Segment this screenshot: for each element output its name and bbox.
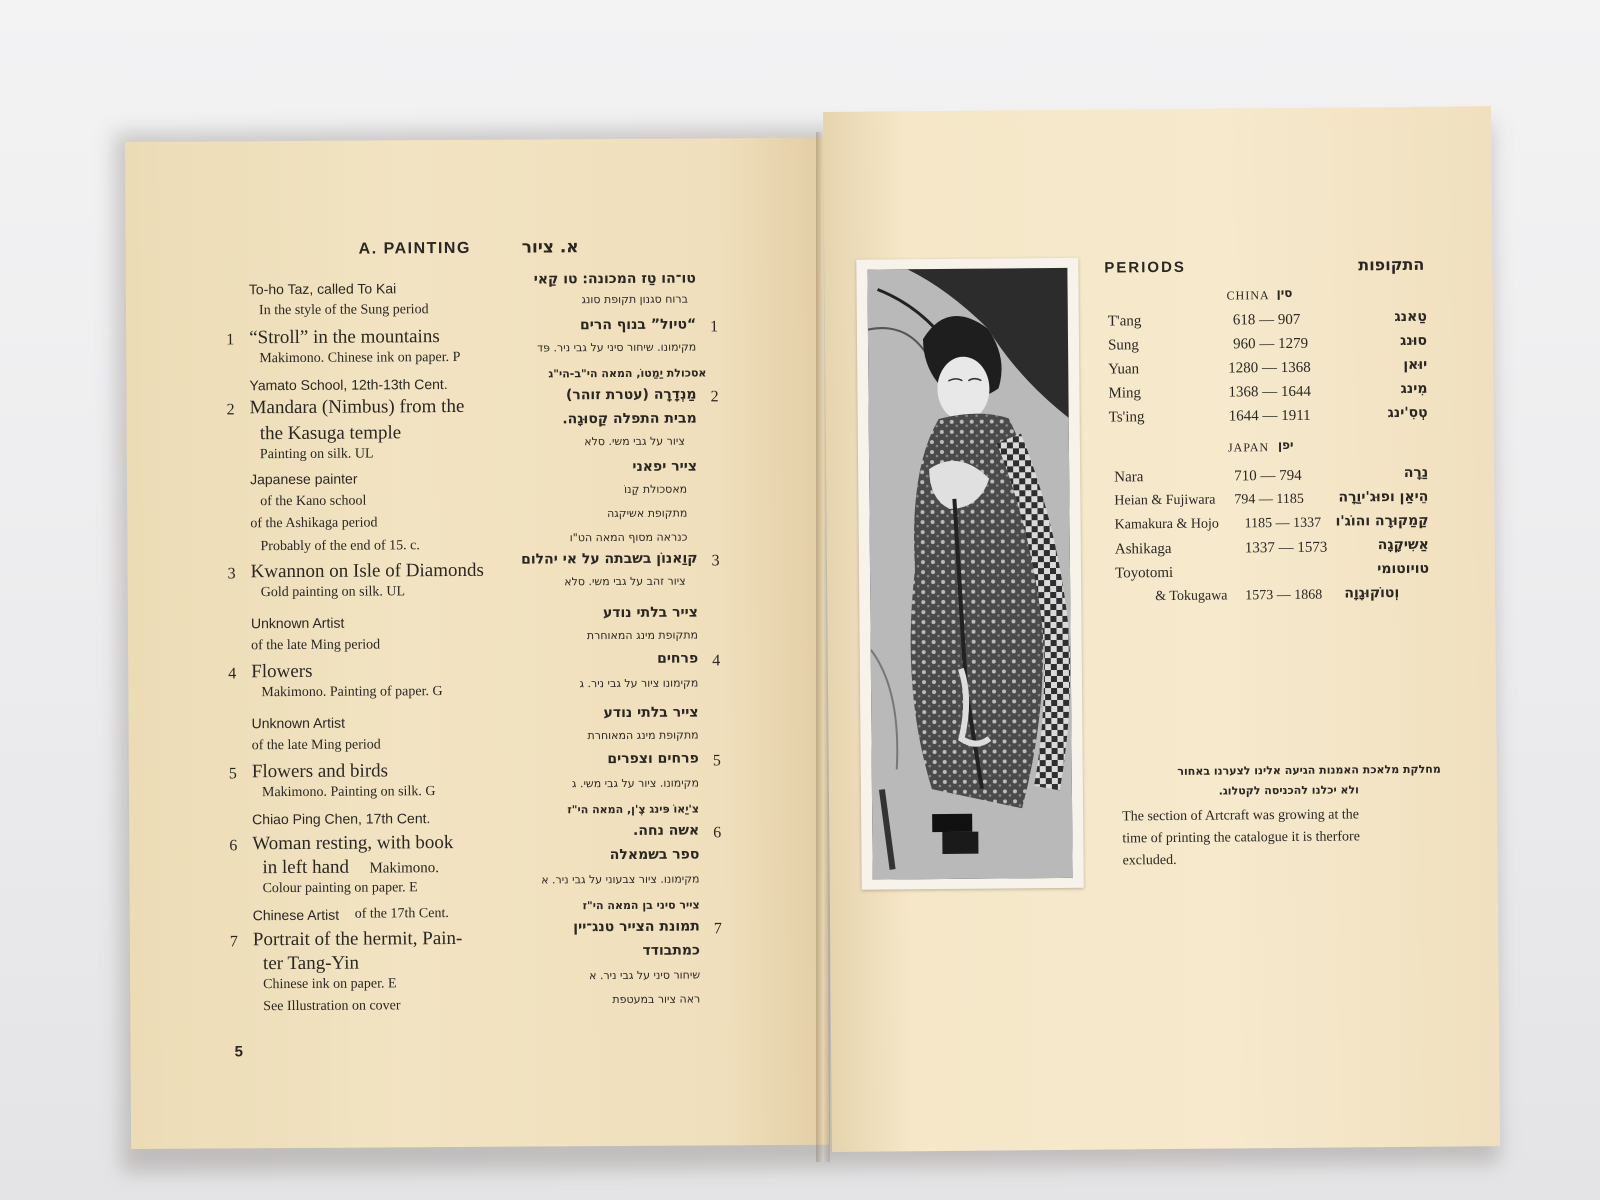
item-detail: Colour painting on paper. E	[262, 880, 418, 897]
artist-3-l2: of the Kano school	[260, 493, 367, 510]
period-name-he: קַמַקוּרָה והוֹג'ו	[1335, 512, 1429, 530]
item-number-he: 4	[712, 652, 721, 670]
artist-3-he-l3: מתקופת אשיקגה	[607, 506, 688, 521]
item-title: Woman resting, with book	[252, 832, 454, 855]
item-number: 7	[229, 933, 238, 951]
artist-7-he: צייר סיני בן המאה הי"ז	[582, 898, 700, 913]
artist-5-he-l2: מתקופת מינג המאוחרת	[587, 728, 699, 743]
period-name: Kamakura & Hojo	[1114, 516, 1219, 533]
period-range: 1280 — 1368	[1228, 359, 1311, 377]
item-title-he: אשה נחה.	[632, 822, 700, 839]
note-en-l2: time of printing the catalogue it is therfore	[1122, 829, 1360, 847]
item-title-he-l2: ספר בשמאלה	[609, 846, 700, 864]
artist-3-he: צייר יפאני	[632, 458, 698, 475]
item-detail-he: מקימונו. ציור על גבי משי. ג	[571, 776, 699, 791]
periods-heading-he: התקופות	[1358, 254, 1425, 275]
note-en-l3: excluded.	[1122, 852, 1177, 869]
period-range: 960 — 1279	[1232, 335, 1309, 353]
section-heading-he: א. ציור	[521, 237, 579, 258]
item-title-he: תמונת הצייר טנג־יין	[573, 918, 700, 936]
item-title-l2: ter Tang-Yin	[262, 952, 360, 975]
item-number: 5	[228, 765, 237, 783]
period-name: Ming	[1108, 385, 1142, 402]
item-title: Kwannon on Isle of Diamonds	[250, 559, 484, 583]
item-number-he: 6	[713, 824, 722, 842]
artist-4-l2: of the late Ming period	[251, 637, 381, 654]
artist-5: Unknown Artist	[251, 714, 345, 732]
item-title-he: פרחים	[656, 650, 699, 667]
item-number: 4	[228, 665, 237, 683]
period-name: T'ang	[1107, 313, 1142, 330]
item-number-he: 7	[713, 920, 722, 938]
item-detail: Makimono. Chinese ink on paper. P	[259, 349, 461, 367]
period-range: 1573 — 1868	[1245, 587, 1323, 604]
item-detail-he: מקימונו. ציור צבעוני על גבי ניר. א	[541, 872, 700, 887]
artist-3-l3: of the Ashikaga period	[250, 515, 378, 532]
item-detail-he-2: ראה ציור במעטפת	[612, 992, 701, 1007]
periods-heading-en: PERIODS	[1104, 258, 1186, 277]
item-title-l2: the Kasuga temple	[259, 422, 402, 445]
item-detail-he: שיחור סיני על גבי ניר. א	[589, 968, 701, 983]
note-en-l1: The section of Artcraft was growing at the	[1122, 807, 1359, 825]
item-title-he-l2: מבית התפלה קַסוּגָה.	[562, 410, 697, 428]
item-number-he: 2	[710, 388, 719, 406]
artist-5-l2: of the late Ming period	[251, 737, 381, 754]
artist-1-note: In the style of the Sung period	[258, 302, 429, 319]
period-name: Toyotomi	[1114, 564, 1174, 582]
china-label: CHINA	[1226, 288, 1270, 303]
artist-7: Chinese Artist	[252, 906, 340, 924]
period-name-he: יוּאן	[1403, 356, 1428, 373]
period-name: Nara	[1114, 469, 1144, 486]
item-title-he: מַנְדָרָה (עטרת זוהר)	[565, 386, 697, 404]
period-name-he: הֵיאַן ופוּג'יוַרָה	[1338, 488, 1429, 506]
school-2: Yamato School, 12th-13th Cent.	[249, 376, 448, 394]
note-he-l2: ולא יכלנו להכניסה לקטלוג.	[1218, 783, 1359, 798]
period-name: Sung	[1107, 337, 1139, 354]
artist-1: To-ho Taz, called To Kai	[248, 280, 397, 298]
artist-6-he: צ'יַאוֹ פּינג צֶ'ן, המאה הי"ז	[567, 802, 700, 817]
item-title: Portrait of the hermit, Pain-	[252, 927, 463, 951]
item-detail: Chinese ink on paper. E	[263, 976, 397, 993]
period-name-he: מִינג	[1400, 380, 1428, 397]
woodblock-print-image	[867, 268, 1072, 880]
period-name-he: אַשִיקָגָה	[1377, 536, 1429, 554]
item-number: 6	[229, 837, 238, 855]
item-title-l2: in left hand	[262, 856, 350, 879]
item-detail-2: See Illustration on cover	[263, 998, 401, 1015]
item-title-he: קוַאנוֹן בשבתה על אי יהלום	[520, 550, 698, 568]
period-range: 618 — 907	[1232, 311, 1301, 329]
geisha-print-icon	[867, 268, 1072, 880]
item-detail-he: מקימונו ציור על גבי ניר. ג	[579, 676, 699, 691]
period-range: 1337 — 1573	[1244, 539, 1328, 557]
artist-3-he-l2: מאסכולת קַנוֹ	[624, 482, 688, 496]
illustration-frame	[856, 258, 1083, 890]
item-detail-he: ציור זהב על גבי משי. סלא	[564, 574, 686, 589]
item-title-l2b: Makimono.	[369, 860, 440, 877]
period-name: Ts'ing	[1108, 409, 1145, 426]
item-detail: Gold painting on silk. UL	[260, 584, 406, 601]
page-number: 5	[234, 1043, 243, 1061]
item-detail-he: מקימונו. שיחור סיני על גבי ניר. פּד	[537, 340, 697, 355]
item-number-he: 5	[712, 752, 721, 770]
item-number-he: 3	[711, 552, 720, 570]
period-range: 1368 — 1644	[1228, 383, 1312, 401]
right-page	[823, 106, 1500, 1152]
artist-4-he-l2: מתקופת מינג המאוחרת	[586, 628, 699, 643]
item-title: Flowers	[251, 660, 313, 683]
period-name-he: נַרָה	[1403, 464, 1429, 481]
period-name-he: וְטוֹקוּגָוָה	[1344, 584, 1400, 602]
item-title-he: “טיול” בנוף הרים	[579, 316, 697, 334]
period-name-he: טְסִ'ינג	[1387, 404, 1428, 422]
school-2-he: אסכולת יַמַטוֹ, המאה הי"ב-הי"ג	[548, 366, 707, 381]
period-name: Yuan	[1108, 361, 1140, 378]
period-name-he: טַאנג	[1394, 308, 1427, 326]
item-title-he-l2: כמתבודד	[642, 942, 700, 959]
period-name: Heian & Fujiwara	[1114, 492, 1216, 509]
artist-1-he-note: ברוח סגנון תקופת סונג	[581, 292, 689, 307]
item-title: Flowers and birds	[251, 760, 389, 783]
japan-label: JAPAN	[1227, 440, 1270, 455]
artist-4-he: צייר בלתי נודע	[602, 604, 698, 622]
item-title-he: פרחים וצפרים	[607, 750, 699, 768]
period-range: 794 — 1185	[1234, 491, 1304, 508]
period-range: 1644 — 1911	[1228, 407, 1311, 425]
period-name-he: טויוטומי	[1377, 560, 1430, 578]
artist-4: Unknown Artist	[250, 614, 345, 632]
artist-3-he-l4: כנראה מסוף המאה הט"ו	[569, 530, 688, 545]
artist-5-he: צייר בלתי נודע	[603, 704, 699, 722]
artist-3-l4: Probably of the end of 15. c.	[260, 538, 420, 555]
period-range: 1185 — 1337	[1244, 515, 1322, 532]
artist-7-b: of the 17th Cent.	[354, 906, 449, 922]
artist-1-he: טו־הו טַז המכונה: טו קַאי	[533, 270, 696, 288]
left-page	[125, 138, 829, 1149]
item-number-he: 1	[710, 318, 719, 336]
period-name: Ashikaga	[1114, 540, 1172, 558]
period-range: 710 — 794	[1234, 467, 1302, 485]
period-name: & Tokugawa	[1155, 588, 1228, 605]
item-detail: Makimono. Painting on silk. G	[261, 784, 436, 801]
item-title: Mandara (Nimbus) from the	[249, 395, 465, 419]
section-heading-en: A. PAINTING	[358, 239, 471, 258]
china-label-he: סין	[1276, 285, 1293, 301]
japan-label-he: יפן	[1277, 437, 1294, 453]
artist-3: Japanese painter	[250, 470, 358, 488]
item-number: 3	[227, 565, 236, 583]
artist-6: Chiao Ping Chen, 17th Cent.	[252, 810, 431, 828]
period-name-he: סוּנג	[1400, 332, 1428, 349]
item-number: 2	[226, 401, 235, 419]
item-detail: Makimono. Painting of paper. G	[261, 684, 443, 701]
item-detail: Painting on silk. UL	[259, 446, 374, 463]
item-detail-he: ציור על גבי משי. סלא	[584, 434, 685, 449]
item-title: “Stroll” in the mountains	[249, 326, 440, 349]
item-number: 1	[226, 331, 235, 349]
note-he-l1: מחלקת מלאכת האמנות הגיעה אלינו לצערנו באחור	[1177, 762, 1441, 778]
